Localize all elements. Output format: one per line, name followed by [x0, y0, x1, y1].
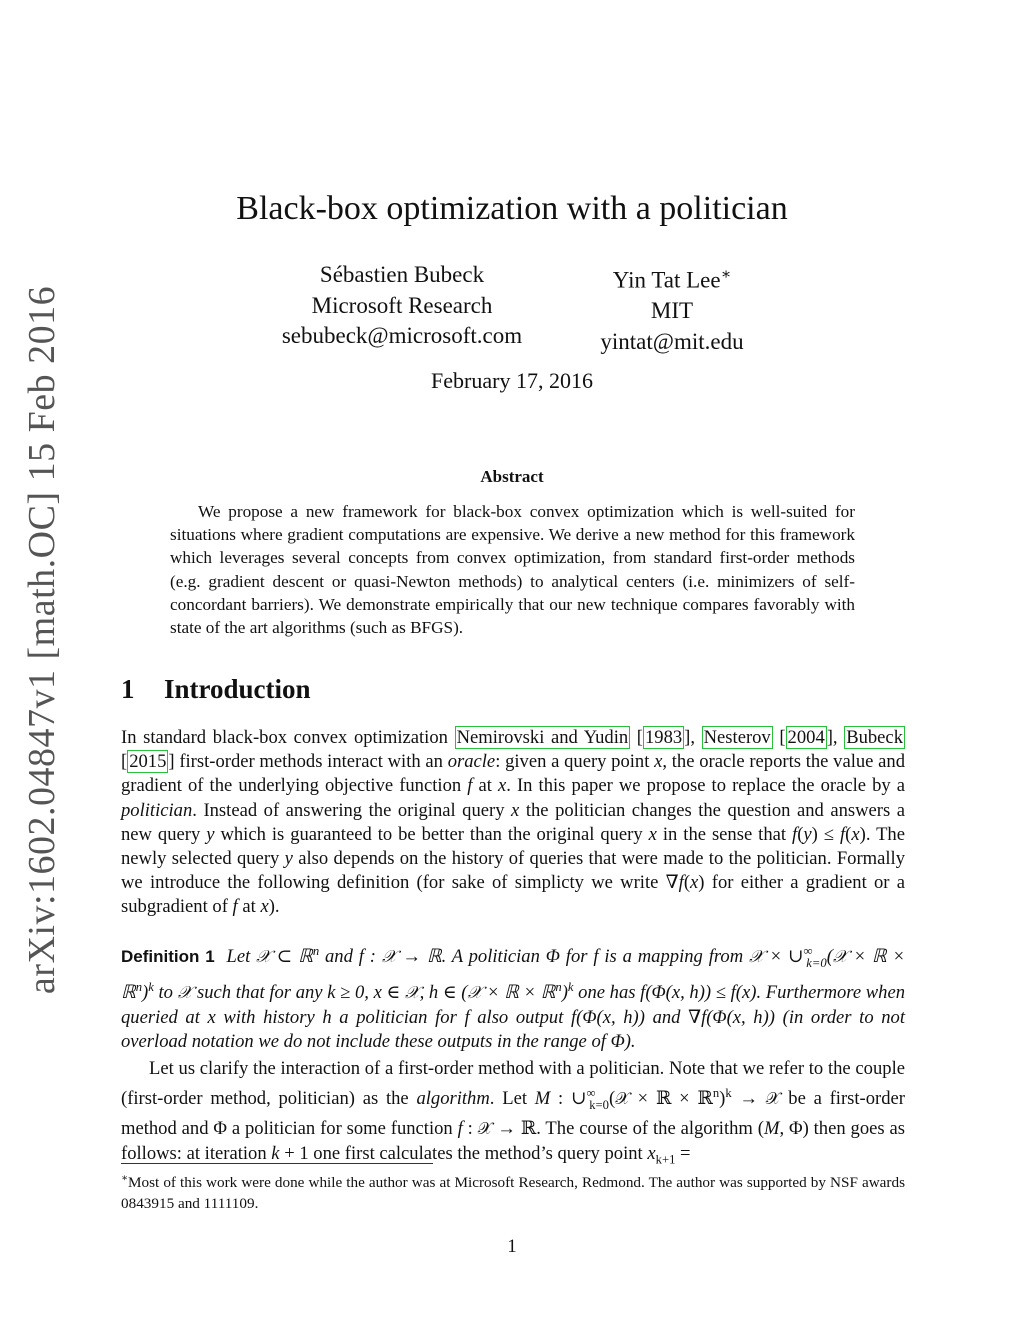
page-number: 1 — [507, 1236, 517, 1257]
author-email: yintat@mit.edu — [600, 328, 744, 354]
paper-date: February 17, 2016 — [431, 368, 593, 393]
abstract-text: We propose a new framework for black-box convex optimization which is well-suited for situations where gradient computations are expensive. We derive a new method for this framework which leverages several concepts from convex optimization, from standard first-order methods (e.g. gradient descent or quasi-Newton methods) to analytical centers (i.e. minimizers of self-concordant barriers). We demonstrate empirically that our new technique compares favorably with state of the art algorithms (such as BFGS). — [170, 502, 855, 638]
author-block — [252, 260, 552, 352]
definition-label: Definition 1 — [121, 947, 215, 967]
citation-link[interactable]: Nemirovski and Yudin — [456, 727, 629, 748]
abstract-heading: Abstract — [480, 467, 544, 486]
arxiv-identifier: arXiv:1602.04847v1 [math.OC] 15 Feb 2016 — [21, 285, 63, 995]
footnote-mark: ∗ — [720, 266, 732, 283]
author-block — [552, 260, 792, 357]
body-paragraph: Let us clarify the interaction of a first-order method with a politician. Note that we refer to the couple (first-order method, politician) as the algorithm. Let M : $\cup^\infty_{k=0}(𝒳$ × ℝ × ℝ$^n$)$^k$ → 𝒳 be a first-order method and Φ a politician for some function f : 𝒳 → ℝ. The course of the algorithm (M, Φ) then goes as follows: at iteration k + 1 one first calculates the method’s query point $x_{k+1}$ = — [121, 1058, 905, 1167]
citation-link[interactable]: Nesterov — [703, 727, 771, 748]
paper-title: Black-box optimization with a politician — [236, 190, 788, 227]
citation-link[interactable]: 2015 — [129, 751, 167, 773]
intro-paragraph: In standard black-box convex optimization Nemirovski and Yudin [ 1983 ], Nesterov [ 2004 ], Bubeck [ 2015 ] first-order methods interact with an oracle: given a query point x, the oracle reports the value and gradient of the underlying objective function f at x. In this paper we propose to replace the oracle by a politician. Instead of answering the original query x the politician changes the question and answers a new query y which is guaranteed to be better than the original query x in the sense that f(y) ≤ f(x). The newly selected query y also depends on the history of queries that were made to the politician. Formally we introduce the following definition (for sake of simplicty we write ∇f(x) for either a gradient or a subgradient of f at x). — [121, 727, 906, 918]
footnote: ∗Most of this work were done while the author was at Microsoft Research, Redmond. The author was supported by NSF awards 0843915 and 1111109. — [121, 1173, 905, 1213]
citation-link[interactable]: 2004 — [787, 727, 825, 748]
author-name: Yin Tat Lee∗ — [612, 266, 732, 293]
author-name: Sébastien Bubeck — [319, 262, 485, 287]
citation-link[interactable]: Bubeck — [846, 727, 903, 748]
footnote-divider — [121, 1163, 433, 1164]
section-heading — [121, 674, 311, 705]
citation-link[interactable]: 1983 — [644, 727, 683, 748]
section-number: 1 — [121, 674, 135, 704]
author-email: sebubeck@microsoft.com — [281, 323, 523, 348]
section-title: Introduction — [164, 674, 311, 704]
footnote-mark: ∗ — [121, 1173, 129, 1184]
definition-block: Definition 1 Let 𝒳 ⊂ ℝ$^n$ and f : 𝒳 → ℝ. A politician Φ for f is a mapping from 𝒳 × $\cup^\infty_{k=0}(𝒳$ × ℝ × ℝ$^n$)$^k$ to 𝒳 such that for any k ≥ 0, x ∈ 𝒳, h ∈ (𝒳 × ℝ × ℝ$^n$)$^k$ one has f(Φ(x, h)) ≤ f(x). Furthermore when queried at x with history h a politician for f also output f(Φ(x, h)) and ∇f(Φ(x, h)) (in order to not overload notation we do not include these outputs in the range of Φ). — [121, 944, 906, 1052]
author-affiliation: Microsoft Research — [311, 292, 493, 318]
author-affiliation: MIT — [650, 298, 694, 324]
